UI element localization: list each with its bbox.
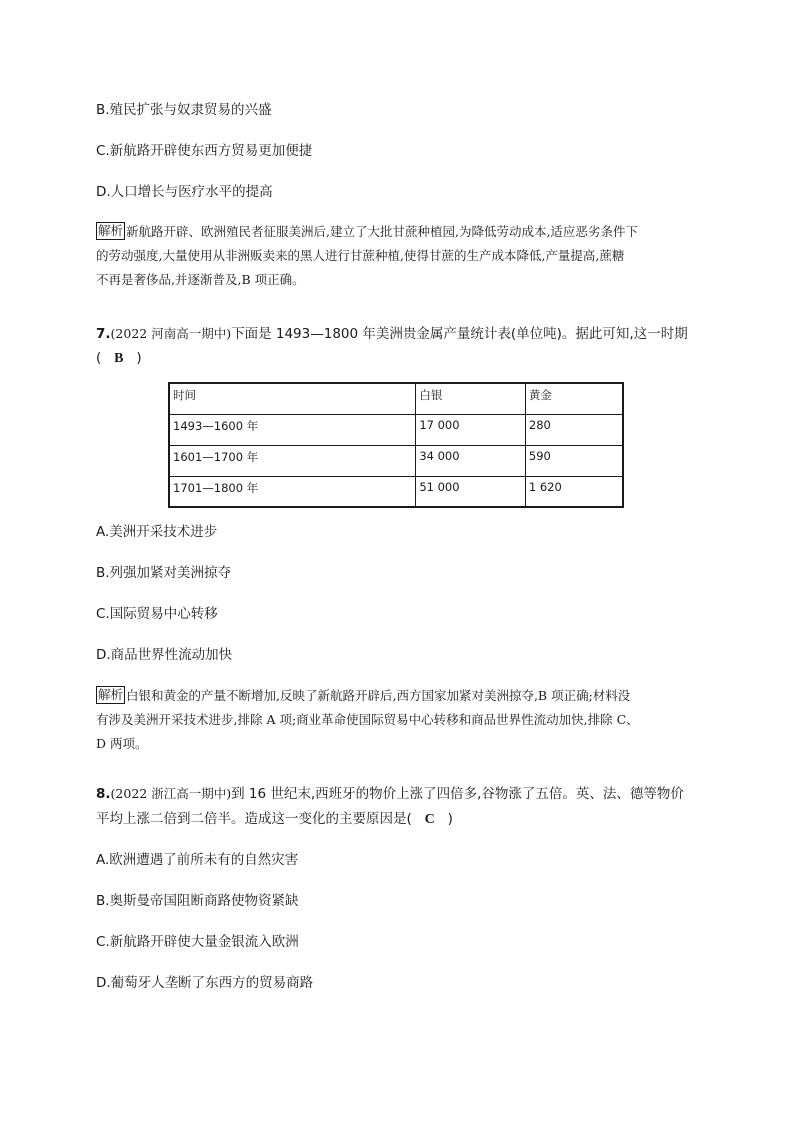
q8-option-c: C.新航路开辟使大量金银流入欧洲 <box>96 934 299 950</box>
q6-explanation-line-3: 不再是奢侈品,并逐渐普及,B 项正确。 <box>96 272 305 287</box>
table-row <box>169 414 623 445</box>
q8-source: (2022 浙江高一期中) <box>110 786 232 801</box>
q8-option-b: B.奥斯曼帝国阻断商路使物资紧缺 <box>96 893 299 909</box>
table-header-cell: 时间 <box>169 383 416 414</box>
explanation-tag: 解析 <box>98 687 124 702</box>
table-cell: 1601—1700 年 <box>169 445 416 476</box>
q8-option-d: D.葡萄牙人垄断了东西方的贸易商路 <box>96 975 314 991</box>
table-cell: 17 000 <box>416 414 526 445</box>
q7-source: (2022 河南高一期中) <box>110 326 232 341</box>
q7-option-c: C.国际贸易中心转移 <box>96 606 218 622</box>
q7-explanation <box>96 684 696 756</box>
q8-stem-line-1 <box>96 784 684 804</box>
table-header-row <box>169 383 623 414</box>
q6-option-d: D.人口增长与医疗水平的提高 <box>96 184 273 200</box>
table-cell: 280 <box>525 414 623 445</box>
table-cell: 1701—1800 年 <box>169 476 416 507</box>
table-header-cell: 白银 <box>416 383 526 414</box>
q8-answer: C <box>424 812 435 827</box>
q7-option-a: A.美洲开采技术进步 <box>96 524 218 540</box>
q8-option-a: A.欧洲遭遇了前所未有的自然灾害 <box>96 852 299 868</box>
table-row <box>169 445 623 476</box>
explanation-tag: 解析 <box>98 223 124 238</box>
q7-explanation-line-3: D 两项。 <box>96 736 148 751</box>
q7-answer-line: ( B ) <box>96 350 142 366</box>
q8-stem-text: 到 16 世纪末,西班牙的物价上涨了四倍多,谷物涨了五倍。英、法、德等物价 <box>231 786 684 802</box>
q6-explanation-line-2: 的劳动强度,大量使用从非洲贩卖来的黑人进行甘蔗种植,使得甘蔗的生产成本降低,产量提高,蔗糖 <box>96 248 625 263</box>
q8-number: 8. <box>96 786 111 802</box>
q6-explanation <box>96 220 696 292</box>
q6-option-c: C.新航路开辟使东西方贸易更加便捷 <box>96 143 313 159</box>
q7-answer: B <box>114 351 124 366</box>
table-header-cell: 黄金 <box>525 383 623 414</box>
q7-option-d: D.商品世界性流动加快 <box>96 647 233 663</box>
q7-stem-text: 下面是 1493—1800 年美洲贵金属产量统计表(单位吨)。据此可知,这一时期 <box>231 326 688 342</box>
q7-stem <box>96 324 688 344</box>
q6-option-b: B.殖民扩张与奴隶贸易的兴盛 <box>96 102 272 118</box>
q7-explanation-line-1: 解析 白银和黄金的产量不断增加,反映了新航路开辟后,西方国家加紧对美洲掠夺,B 项正确;材料没 <box>98 687 631 703</box>
q6-explanation-line-1: 解析 新航路开辟、欧洲殖民者征服美洲后,建立了大批甘蔗种植园,为降低劳动成本,适应恶劣条件下 <box>98 223 638 239</box>
q7-option-b: B.列强加紧对美洲掠夺 <box>96 565 232 581</box>
table-cell: 1 620 <box>525 476 623 507</box>
q8-stem-line-2: 平均上涨二倍到二倍半。造成这一变化的主要原因是( C ) <box>96 811 453 827</box>
q7-explanation-line-2: 有涉及美洲开采技术进步,排除 A 项;商业革命使国际贸易中心转移和商品世界性流动加快,排除 C、 <box>96 712 639 727</box>
table-row <box>169 476 623 507</box>
table-cell: 51 000 <box>416 476 526 507</box>
table-cell: 34 000 <box>416 445 526 476</box>
table-cell: 1493—1600 年 <box>169 414 416 445</box>
precious-metal-table <box>168 382 624 508</box>
q7-number: 7. <box>96 326 111 342</box>
table-cell: 590 <box>525 445 623 476</box>
